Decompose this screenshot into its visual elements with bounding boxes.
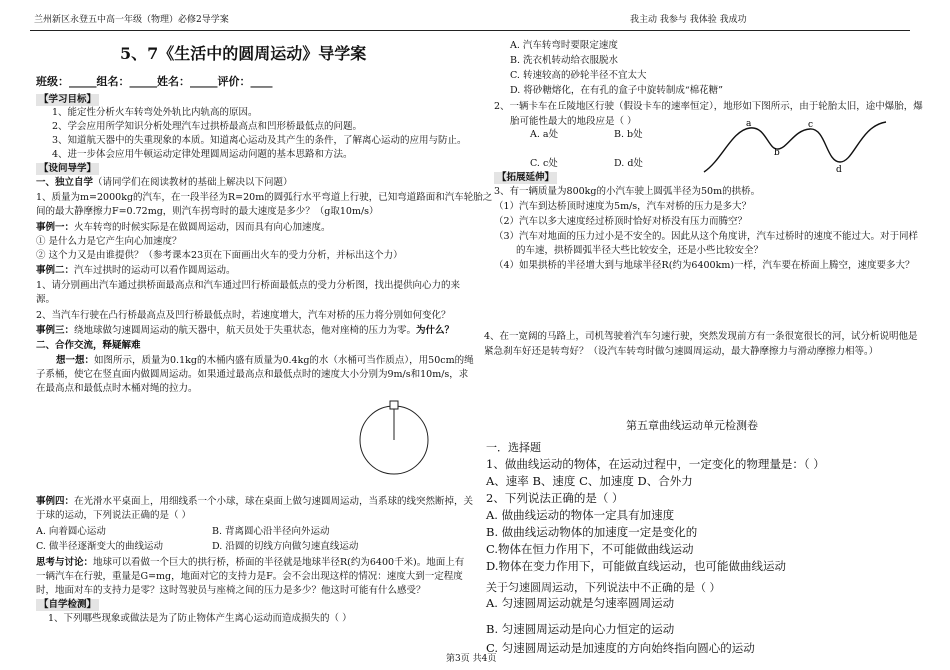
example-4-option-a: A. 向着圆心运动 (36, 526, 106, 537)
q1-line-1: 1、质量为m=2000kg的汽车，在一段半径为R=20m的圆弧行水平弯道上行驶，已知弯道路面和汽车轮胎之 (36, 192, 493, 203)
example-2-text: 汽车过拱时的运动可以看作圆周运动。 (74, 265, 236, 276)
think2-line-1 (36, 556, 464, 570)
example-4-option-c: C. 做半径逐渐变大的曲线运动 (36, 541, 163, 552)
page-title: 5、7《生活中的圆周运动》导学案 (120, 44, 367, 63)
q1-option-b: B. 洗衣机转动给衣服脱水 (510, 55, 619, 66)
bucket-circle-figure (356, 398, 434, 480)
example-4-line-2: 于球的运动，下列说法正确的是（ ） (36, 510, 192, 521)
think1-line-1 (56, 354, 474, 368)
choice-q1-options: A、速率 B、速度 C、加速度 D、合外力 (486, 474, 693, 488)
q3-intro: 3、有一辆质量为800kg的小汽车驶上圆弧半径为50m的拱桥。 (494, 186, 761, 197)
q3-part-3b: 的车速，拱桥圆弧半径大些比较安全，还是小些比较安全？ (516, 245, 764, 256)
q3-part-2: （2）汽车以多大速度经过桥顶时恰好对桥没有压力而腾空？ (494, 216, 748, 227)
q1-line-2: 间的最大静摩擦力F=0.72mg，则汽车拐弯时的最大速度是多少？（g取10m/s） (36, 206, 379, 217)
choice-q3-option-b: B. 匀速圆周运动是向心力恒定的运动 (486, 622, 675, 636)
terrain-label-c: c (808, 120, 814, 130)
example-4-option-d: D. 沿圆的切线方向做匀速直线运动 (212, 541, 359, 552)
choice-q2-option-b: B. 做曲线运动物体的加速度一定是变化的 (486, 525, 698, 539)
think1-line-2: 子系桶，使它在竖直面内做圆周运动。如果通过最高点和最低点时的速度大小分别为9m/s和10m/s，求 (36, 369, 469, 380)
example-3 (36, 324, 454, 338)
choice-q2-option-c: C.物体在恒力作用下，不可能做曲线运动 (486, 542, 694, 556)
example-1 (36, 221, 331, 235)
part1-heading-row (36, 176, 293, 190)
example-4-label: 事例四： (36, 496, 75, 507)
q3-part-4: （4）如果拱桥的半径增大到与地球半径R(约为6400km)一样，汽车要在桥面上腾空，速度要多大？ (494, 260, 915, 271)
section-extension: 【拓展延伸】 (494, 172, 557, 184)
page-footer: 第3页 共4页 (446, 654, 497, 664)
example-1-question-a: ① 是什么力是它产生向心加速度？ (36, 236, 182, 247)
goal-2: 2、学会应用所学知识分析处理汽车过拱桥最高点和凹形桥最低点的问题。 (52, 121, 363, 132)
example-1-question-b: ② 这个力又是由谁提供？（参考课本23页在下面画出火车的受力分析，并标出这个力） (36, 250, 403, 261)
goal-4: 4、进一步体会应用牛顿运动定律处理圆周运动问题的基本思路和方法。 (52, 149, 353, 160)
example-2 (36, 264, 236, 278)
q1-option-a: A. 汽车转弯时要限定速度 (510, 40, 618, 51)
choice-q3-option-a: A. 匀速圆周运动就是匀速率圆周运动 (486, 596, 675, 610)
q1-option-d: D. 将砂糖熔化，在有孔的盒子中旋转制成“棉花糖” (510, 85, 724, 96)
example-3-text: 绕地球做匀速圆周运动的航天器中，航天员处于失重状态，他对座椅的压力为零。 (74, 325, 417, 336)
bridge-question-1: 1、请分别画出汽车通过拱桥面最高点和汽车通过凹行桥面最低点的受力分析图，找出提供向心力的来 (36, 280, 461, 291)
think2-label: 思考与讨论： (36, 557, 94, 568)
think1-label: 想一想： (56, 355, 95, 366)
bucket-icon (390, 401, 398, 409)
section-questions: 【设问导学】 (36, 163, 99, 175)
q2-option-b: B. b处 (614, 129, 643, 140)
terrain-label-d: d (836, 165, 842, 175)
section-self-check: 【自学检测】 (36, 599, 99, 611)
terrain-figure (702, 116, 888, 176)
choice-q3-option-c: C. 匀速圆周运动是加速度的方向始终指向圆心的运动 (486, 641, 755, 655)
think2-line-3: 时，地面对车的支持力是零？这时驾驶员与座椅之间的压力是多少？他这时可能有什么感受？ (36, 585, 426, 596)
example-4-text-1: 在光滑水平桌面上，用细线系一个小球，球在桌面上做匀速圆周运动，当系球的线突然断掉，关 (74, 496, 474, 507)
part1-heading-note: （请同学们在阅读教材的基础上解决以下问题） (93, 177, 293, 188)
example-3-why: 为什么？ (416, 325, 455, 336)
q4-line-1: 4、在一宽阔的马路上，司机驾驶着汽车匀速行驶，突然发现前方有一条很宽很长的河，试分析说明他是 (484, 331, 918, 342)
class-info-line: 班级：_____组名：_____姓名：_____评价：____ (36, 75, 273, 88)
q4-line-2: 紧急刹车好还是转弯好？（设汽车转弯时做匀速圆周运动，最大静摩擦力与滑动摩擦力相等。） (484, 346, 879, 357)
choice-heading: 一．选择题 (486, 441, 541, 454)
example-4-line-1 (36, 495, 473, 509)
header-left: 兰州新区永登五中高一年级（物理）必修2导学案 (34, 15, 229, 25)
example-2-label: 事例二： (36, 265, 75, 276)
chapter-test-title: 第五章曲线运动单元检测卷 (626, 419, 758, 432)
think1-line-3: 在最高点和最低点时木桶对绳的拉力。 (36, 383, 198, 394)
part2-heading: 二、合作交流，释疑解难 (36, 340, 141, 351)
bridge-question-2: 2、当汽车行驶在凸行桥最高点及凹行桥最低点时，若速度增大，汽车对桥的压力将分别如何变化？ (36, 310, 451, 321)
think2-line-2: 一辆汽车在行驶，重量是G=mg，地面对它的支持力是F。会不会出现这样的情况：速度大到一定程度 (36, 571, 463, 582)
q2-option-c: C. c处 (530, 158, 558, 169)
bridge-question-1-cont: 源。 (36, 294, 56, 305)
think2-text-1: 地球可以看做一个巨大的拱行桥，桥面的半径就是地球半径R(约为6400千米)。地面上有 (93, 557, 465, 568)
choice-q2-option-a: A. 做曲线运动的物体一定具有加速度 (486, 508, 675, 522)
terrain-label-a: a (746, 119, 752, 129)
header-right: 我主动 我参与 我体验 我成功 (630, 15, 747, 25)
choice-q1: 1、做曲线运动的物体，在运动过程中，一定变化的物理量是：（ ） (486, 457, 825, 471)
choice-q2-option-d: D.物体在变力作用下，可能做直线运动，也可能做曲线运动 (486, 559, 786, 573)
q2-option-d: D. d处 (614, 158, 643, 169)
self-check-q1: 1、下列哪些现象或做法是为了防止物体产生离心运动而造成损失的（ ） (48, 613, 352, 624)
choice-q3: 关于匀速圆周运动，下列说法中不正确的是（ ） (486, 581, 721, 594)
example-3-label: 事例三： (36, 325, 75, 336)
terrain-curve (704, 122, 886, 172)
choice-q2: 2、下列说法正确的是（ ） (486, 491, 624, 505)
goal-1: 1、能定性分析火车转弯处外轨比内轨高的原因。 (52, 107, 258, 118)
example-1-label: 事例一： (36, 222, 75, 233)
q3-part-1: （1）汽车到达桥顶时速度为5m/s，汽车对桥的压力是多大？ (494, 201, 752, 212)
q2-line-1: 2、一辆卡车在丘陵地区行驶（假设卡车的速率恒定），地形如下图所示，由于轮胎太旧，途中爆胎，爆 (494, 101, 923, 112)
example-4-option-b: B. 背离圆心沿半径向外运动 (212, 526, 330, 537)
terrain-label-b: b (774, 148, 780, 158)
part1-heading: 一、独立自学 (36, 177, 94, 188)
think1-text-1: 如图所示，质量为0.1kg的木桶内盛有质量为0.4kg的水（水桶可当作质点），用50cm的绳 (94, 355, 474, 366)
q3-part-3a: （3）汽车对地面的压力过小是不安全的。因此从这个角度讲，汽车过桥时的速度不能过大。对于同样 (494, 231, 919, 242)
example-1-text: 火车转弯的时候实际是在做圆周运动，因而具有向心加速度。 (74, 222, 331, 233)
section-goals: 【学习目标】 (36, 94, 99, 106)
q2-line-2: 胎可能性最大的地段应是（ ） (510, 116, 637, 127)
header-rule (30, 30, 910, 31)
q2-option-a: A. a处 (530, 129, 559, 140)
goal-3: 3、知道航天器中的失重现象的本质。知道离心运动及其产生的条件，了解离心运动的应用与防止。 (52, 135, 467, 146)
q1-option-c: C. 转速较高的砂轮半径不宜太大 (510, 70, 647, 81)
